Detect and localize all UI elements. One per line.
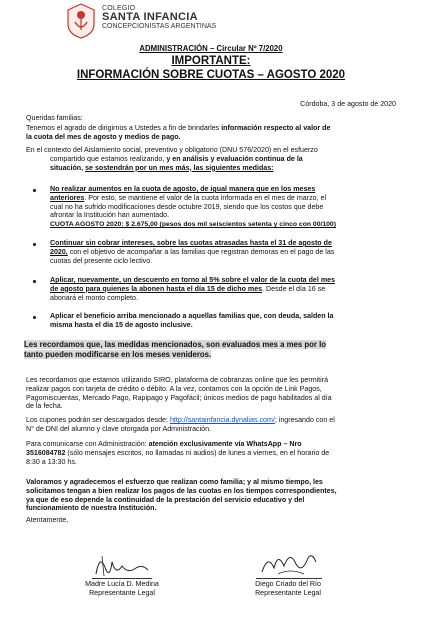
title-main-text: INFORMACIÓN SOBRE CUOTAS – AGOSTO 2020 [76, 69, 346, 81]
siro-l3: Pagomiscuentas, Mercado Pago, Rapipago y Pagofácil; únicos medios de pago habilitados al día [26, 393, 332, 402]
school-name [102, 5, 216, 30]
signature-criado-icon [256, 544, 322, 580]
letterhead [0, 0, 422, 42]
signer-1 [62, 580, 182, 598]
bullet-2-l2a: 2020, [50, 247, 68, 256]
intro-c: la cuota del mes de agosto y medios de pago. [26, 132, 181, 141]
bullet-dot [33, 280, 36, 283]
signature-medina-icon [92, 548, 152, 580]
bullet-1-l2a: anteriores [50, 193, 85, 202]
bullet-3-l3: abonará el monto completo. [50, 293, 138, 302]
coupons-l1b: ; ingresando con el [274, 416, 335, 424]
bullet-1-l5: CUOTA AGOSTO 2020: $ 2.675,00 (pesos dos mil seiscientos setenta y cinco con 00/100) [50, 221, 336, 229]
coupons-link[interactable]: http://santainfancia.dynalias.com/ [169, 416, 275, 424]
coupons-paragraph [26, 416, 402, 434]
contact-l1a: Para comunicarse con Administración: [26, 440, 149, 448]
bullet-4-l2: misma hasta el día 15 de agosto inclusive. [50, 320, 193, 329]
bullet-dot [33, 189, 36, 192]
siro-l2: realizar pagos con tarjeta de crédito o débito. A la vez, contamos con la opción de Link Pagos, [26, 384, 322, 393]
title-important [0, 55, 422, 67]
contact-l1b: atención exclusivamente vía WhatsApp – Nro [148, 440, 302, 448]
intro-b: información respecto al valor de [221, 124, 331, 132]
notice-l1: Les recordamos que, las medidas mencionados, son evaluados mes a mes por lo [24, 340, 327, 349]
title-main [0, 69, 422, 81]
bullet-item-1 [50, 185, 398, 230]
bullet-4-l1: Aplicar el beneficio arriba mencionado a aquellas familias que, con deuda, salden la [50, 312, 334, 320]
contact-l3: 8:30 a 13:30 hs. [26, 457, 77, 466]
closing-l2: solicitamos tengan a bien realizar los pagos de las cuotas en los tiempos correspondientes, [26, 486, 337, 495]
signature-line [92, 578, 152, 579]
bullet-3-l1: Aplicar, nuevamente, un descuento en torno al 5% sobre el valor de la cuota del mes [50, 276, 336, 284]
school-line-2: SANTA INFANCIA [102, 11, 198, 23]
contact-paragraph [26, 440, 402, 466]
bullet-2-l2b: con el objetivo de acompañar a las familias que registran demoras en el pago de las [67, 247, 335, 256]
bullet-1-l1: No realizar aumentos en la cuota de agosto, de igual manera que en los meses [50, 185, 316, 193]
greeting: Queridas familias: [26, 114, 83, 122]
notice-l2: tanto pueden modificarse en los meses venideros. [24, 350, 212, 359]
bullet-dot [33, 243, 36, 246]
context-paragraph [26, 146, 398, 172]
signer-2-name: Diego Criado del Río [255, 580, 321, 588]
closing-l1: Valoramos y agradecemos el esfuerzo que realizan como familia; y al mismo tiempo, les [26, 478, 323, 486]
siro-paragraph [26, 376, 402, 411]
bullet-2-l3: cuotas del presente ciclo lectivo. [50, 256, 153, 265]
signer-1-role: Representante Legal [89, 589, 155, 597]
siro-l4: de la fecha. [26, 402, 63, 411]
bullet-dot [33, 316, 36, 319]
context-l1: En el contexto del Aislamiento social, preventivo y obligatorio (DNU 576/2020) en el esfuerzo [26, 146, 318, 154]
title-important-text: IMPORTANTE: [171, 55, 251, 67]
closing-l4: funcionamiento de nuestra Institución. [26, 504, 157, 513]
closing-l3: ya que de eso depende la continuidad de la prestación del servicio educativo y del [26, 495, 305, 504]
signer-2 [228, 580, 348, 598]
contact-phone: 3516084782 [26, 448, 66, 457]
contact-l2b: (sólo mensajes escritos, no llamadas ni audios) de lunes a viernes, en el horario de [65, 448, 330, 457]
bullet-item-2 [50, 239, 398, 265]
letter-date: Córdoba, 3 de agosto de 2020 [300, 100, 396, 108]
signer-2-role: Representante Legal [255, 589, 321, 597]
coupons-l1a: Los cupones podrán ser descargados desde: [26, 416, 170, 424]
coupons-l2: N° de DNI del alumno y clave otorgada por Administración. [26, 424, 212, 433]
notice-paragraph [24, 340, 402, 360]
siro-l1: Les recordamos que estamos utilizando SIRO, plataforma de cobranzas online que les permitirá [26, 376, 329, 384]
circular-text: ADMINISTRACIÓN – Circular Nº 7/2020 [139, 44, 283, 53]
intro-paragraph [26, 124, 398, 142]
bullet-3-l2a: de agosto para quienes la abonen hasta el día 15 de dicho mes [50, 284, 263, 293]
school-line-1: COLEGIO [102, 5, 136, 12]
school-line-3: CONCEPCIONISTAS ARGENTINAS [102, 23, 217, 30]
signature-line [256, 578, 322, 579]
bullet-item-4 [50, 312, 398, 330]
bullet-1-l3: cual no ha sufrido modificaciones desde octubre 2019, siendo que los costos que debe [50, 202, 324, 211]
signer-1-name: Madre Lucía D. Medina [85, 580, 159, 588]
bullet-1-l4: afrontar la Institución han aumentado. [50, 211, 170, 220]
school-crest-icon [64, 2, 98, 40]
closing-paragraph [26, 478, 402, 513]
bullet-item-3 [50, 276, 398, 302]
bullet-2-l1: Continuar sin cobrar intereses, sobre las cuotas atrasadas hasta el 31 de agosto de [50, 239, 332, 247]
signoff: Atentamente, [26, 516, 69, 524]
intro-a: Tenemos el agrado de dirigirnos a Ustedes a fin de brindarles [26, 124, 222, 132]
context-l3a: situación, [50, 163, 86, 172]
context-l2a: compartido que estamos realizando, [50, 154, 167, 163]
context-l2b: y en análisis y evaluación continua de la [166, 154, 303, 163]
bullet-1-l2b: . Por esto, se mantiene el valor de la cuota informada en el mes de marzo, el [84, 193, 327, 202]
context-l3b: se sostendrán por un mes más, las siguientes medidas: [85, 163, 274, 172]
circular-number [0, 44, 422, 53]
bullet-3-l2b: . Desde el día 16 se [262, 284, 326, 293]
